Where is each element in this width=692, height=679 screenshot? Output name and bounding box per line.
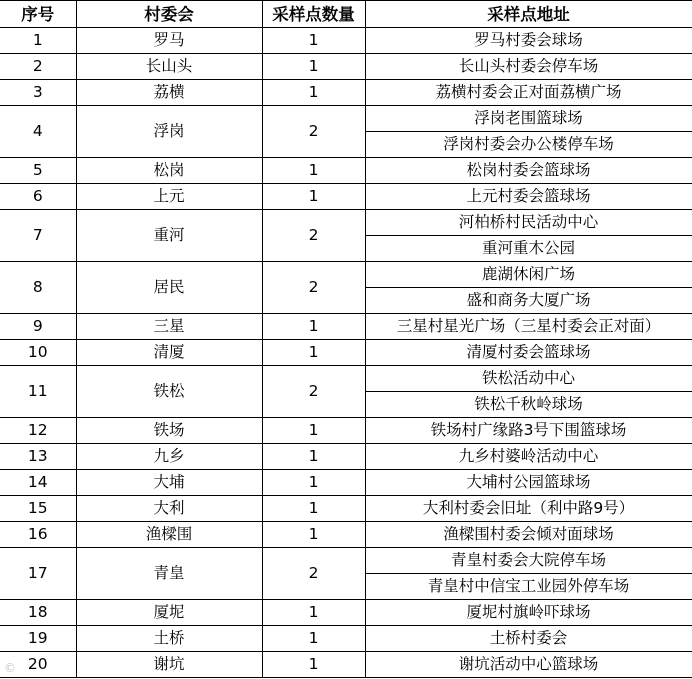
table-row	[0, 548, 692, 574]
cell-village: 谢坑	[76, 652, 262, 678]
cell-index: 18	[0, 600, 76, 626]
cell-count: 2	[262, 262, 365, 314]
cell-village: 上元	[76, 184, 262, 210]
cell-village: 松岗	[76, 158, 262, 184]
cell-village: 浮岗	[76, 106, 262, 158]
cell-index: 4	[0, 106, 76, 158]
cell-village: 土桥	[76, 626, 262, 652]
cell-address: 铁松活动中心	[365, 366, 692, 392]
cell-village: 居民	[76, 262, 262, 314]
table-row	[0, 80, 692, 106]
cell-address: 谢坑活动中心篮球场	[365, 652, 692, 678]
cell-index: 9	[0, 314, 76, 340]
cell-count: 1	[262, 522, 365, 548]
cell-count: 1	[262, 158, 365, 184]
table-row	[0, 444, 692, 470]
cell-village: 大埔	[76, 470, 262, 496]
cell-count: 1	[262, 28, 365, 54]
cell-address: 大埔村公园篮球场	[365, 470, 692, 496]
cell-index: 6	[0, 184, 76, 210]
cell-index: 10	[0, 340, 76, 366]
cell-index: 8	[0, 262, 76, 314]
cell-address: 松岗村委会篮球场	[365, 158, 692, 184]
cell-village: 厦坭	[76, 600, 262, 626]
header-count: 采样点数量	[262, 1, 365, 28]
header-index: 序号	[0, 1, 76, 28]
cell-count: 2	[262, 366, 365, 418]
cell-address: 浮岗老围篮球场	[365, 106, 692, 132]
cell-index: 2	[0, 54, 76, 80]
cell-index: 15	[0, 496, 76, 522]
cell-address: 青皇村中信宝工业园外停车场	[365, 574, 692, 600]
cell-village: 荔横	[76, 80, 262, 106]
cell-village: 大利	[76, 496, 262, 522]
header-village: 村委会	[76, 1, 262, 28]
cell-address: 荔横村委会正对面荔横广场	[365, 80, 692, 106]
cell-address: 清厦村委会篮球场	[365, 340, 692, 366]
cell-index: 1	[0, 28, 76, 54]
cell-address: 浮岗村委会办公楼停车场	[365, 132, 692, 158]
table-row	[0, 366, 692, 392]
cell-address: 三星村星光广场（三星村委会正对面）	[365, 314, 692, 340]
cell-address: 土桥村委会	[365, 626, 692, 652]
cell-index: 7	[0, 210, 76, 262]
cell-count: 1	[262, 418, 365, 444]
cell-count: 1	[262, 496, 365, 522]
cell-count: 1	[262, 652, 365, 678]
table-body	[0, 28, 692, 678]
cell-index: 14	[0, 470, 76, 496]
header-address: 采样点地址	[365, 1, 692, 28]
cell-address: 长山头村委会停车场	[365, 54, 692, 80]
cell-count: 1	[262, 444, 365, 470]
cell-village: 铁场	[76, 418, 262, 444]
watermark: ©	[4, 661, 16, 675]
cell-count: 2	[262, 210, 365, 262]
cell-count: 1	[262, 80, 365, 106]
cell-village: 清厦	[76, 340, 262, 366]
table-row	[0, 28, 692, 54]
cell-village: 重河	[76, 210, 262, 262]
cell-index: 12	[0, 418, 76, 444]
cell-count: 1	[262, 314, 365, 340]
cell-address: 河柏桥村民活动中心	[365, 210, 692, 236]
cell-index: 11	[0, 366, 76, 418]
table-row	[0, 652, 692, 678]
cell-address: 重河重木公园	[365, 236, 692, 262]
table-row	[0, 522, 692, 548]
header-row	[0, 1, 692, 28]
cell-index: 17	[0, 548, 76, 600]
table-row	[0, 262, 692, 288]
cell-address: 铁松千秋岭球场	[365, 392, 692, 418]
cell-count: 1	[262, 600, 365, 626]
cell-index: 13	[0, 444, 76, 470]
table-row	[0, 496, 692, 522]
cell-address: 渔樑围村委会倾对面球场	[365, 522, 692, 548]
cell-village: 三星	[76, 314, 262, 340]
cell-address: 青皇村委会大院停车场	[365, 548, 692, 574]
table-row	[0, 106, 692, 132]
cell-address: 上元村委会篮球场	[365, 184, 692, 210]
cell-address: 厦坭村旗岭吓球场	[365, 600, 692, 626]
table-row	[0, 210, 692, 236]
cell-address: 盛和商务大厦广场	[365, 288, 692, 314]
cell-count: 1	[262, 340, 365, 366]
table-row	[0, 600, 692, 626]
cell-village: 罗马	[76, 28, 262, 54]
table-row	[0, 470, 692, 496]
cell-village: 铁松	[76, 366, 262, 418]
table-row	[0, 54, 692, 80]
table-row	[0, 314, 692, 340]
cell-count: 1	[262, 54, 365, 80]
cell-index: 3	[0, 80, 76, 106]
cell-address: 九乡村婆岭活动中心	[365, 444, 692, 470]
cell-index: 16	[0, 522, 76, 548]
cell-index: 5	[0, 158, 76, 184]
cell-address: 大利村委会旧址（利中路9号）	[365, 496, 692, 522]
cell-village: 渔樑围	[76, 522, 262, 548]
cell-index: 20	[0, 652, 76, 678]
cell-count: 1	[262, 184, 365, 210]
cell-village: 九乡	[76, 444, 262, 470]
cell-count: 2	[262, 106, 365, 158]
table-row	[0, 340, 692, 366]
cell-address: 鹿湖休闲广场	[365, 262, 692, 288]
cell-village: 长山头	[76, 54, 262, 80]
table-row	[0, 184, 692, 210]
cell-index: 19	[0, 626, 76, 652]
cell-village: 青皇	[76, 548, 262, 600]
cell-address: 罗马村委会球场	[365, 28, 692, 54]
cell-count: 1	[262, 470, 365, 496]
cell-count: 2	[262, 548, 365, 600]
cell-address: 铁场村广缘路3号下围篮球场	[365, 418, 692, 444]
cell-count: 1	[262, 626, 365, 652]
table-row	[0, 418, 692, 444]
table-row	[0, 626, 692, 652]
table-row	[0, 158, 692, 184]
